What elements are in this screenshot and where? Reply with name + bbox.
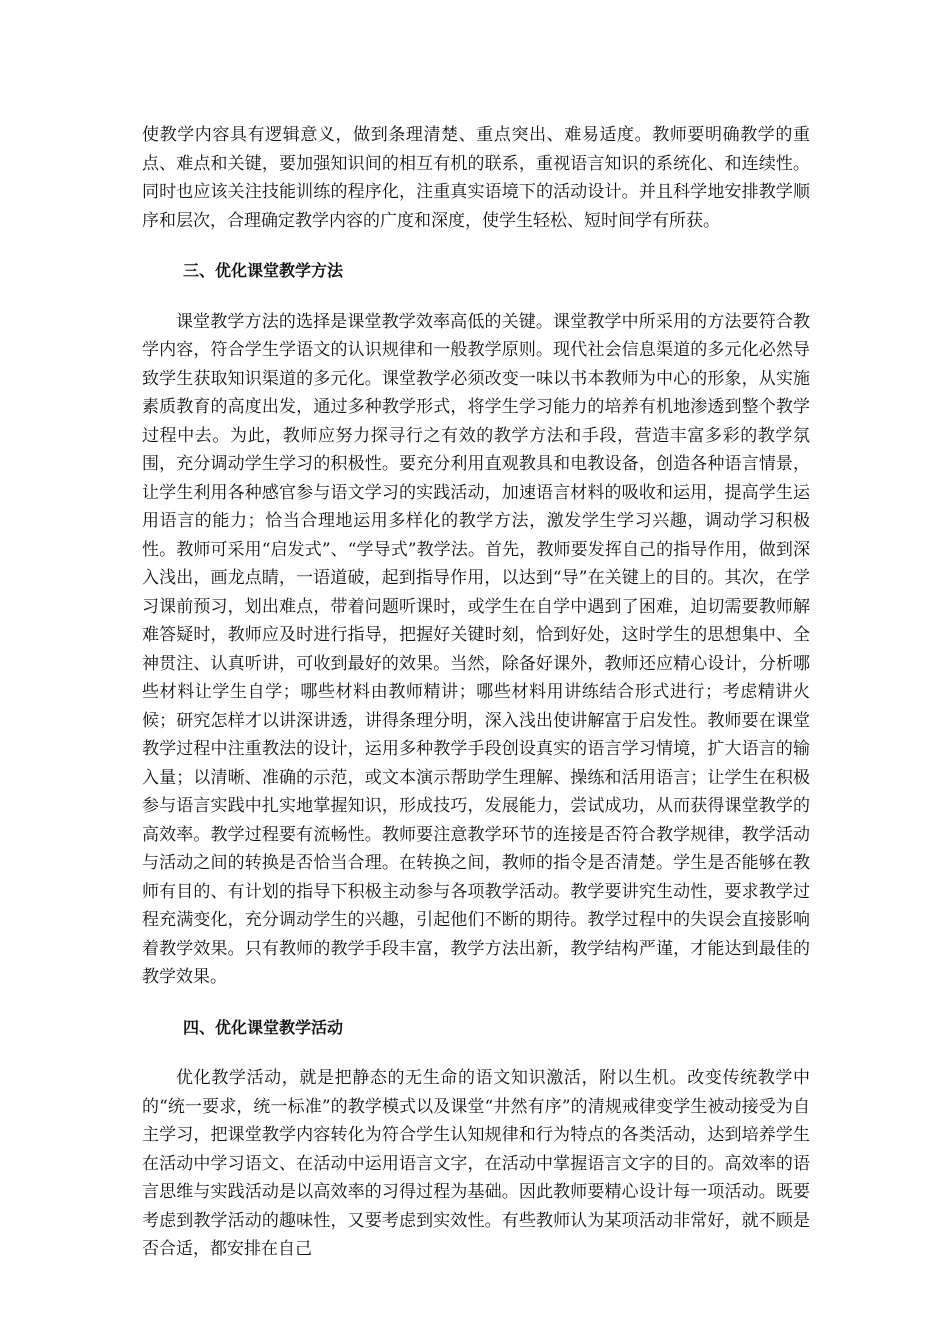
section-4-heading: 四、优化课堂教学活动 [183, 1017, 344, 1037]
document-page [142, 121, 810, 1264]
section-3-heading: 三、优化课堂教学方法 [183, 261, 344, 280]
section-3-paragraph: 课堂教学方法的选择是课堂教学效率高低的关键。课堂教学中所采用的方法要符合教学内容，符合学生学语文的认识规律和一般教学原则。现代社会信息渠道的多元化必然导致学生获取知识渠道的多元化。课堂教学必须改变一味以书本教师为中心的形象，从实施素质教育的高度出发，通过多种教学形式，将学生学习能力的培养有机地渗透到整个教学过程中去。为此，教师应努力探寻行之有效的教学方法和手段，营造丰富多彩的教学氛围，充分调动学生学习的积极性。要充分利用直观教具和电教设备，创造各种语言情景，让学生利用各种感官参与语文学习的实践活动，加速语言材料的吸收和运用，提高学生运用语言的能力；恰当合理地运用多样化的教学方法，激发学生学习兴趣，调动学习积极性。教师可采用“启发式”、“学导式”教学法。首先，教师要发挥自己的指导作用，做到深入浅出，画龙点睛，一语道破，起到指导作用，以达到“导”在关键上的目的。其次，在学习课前预习，划出难点，带着问题听课时，或学生在自学中遇到了困难，迫切需要教师解难答疑时，教师应及时进行指导，把握好关键时刻，恰到好处，这时学生的思想集中、全神贯注、认真听讲，可收到最好的效果。当然，除备好课外，教师还应精心设计，分析哪些材料让学生自学；哪些材料由教师精讲；哪些材料用讲练结合形式进行；考虑精讲火候；研究怎样才以讲深讲透，讲得条理分明，深入浅出使讲解富于启发性。教师要在课堂教学过程中注重教法的设计，运用多种教学手段创设真实的语言学习情境，扩大语言的输入量；以清晰、准确的示范，或文本演示帮助学生理解、操练和活用语言；让学生在积极参与语言实践中扎实地掌握知识，形成技巧，发展能力，尝试成功，从而获得课堂教学的高效率。教学过程要有流畅性。教师要注意教学环节的连接是否符合教学规律，教学活动与活动之间的转换是否恰当合理。在转换之间，教师的指令是否清楚。学生是否能够在教师有目的、有计划的指导下积极主动参与各项教学活动。教学要讲究生动性，要求教学过程充满变化，充分调动学生的兴趣，引起他们不断的期待。教学过程中的失误会直接影响着教学效果。只有教师的教学手段丰富，教学方法出新，教学结构严谨，才能达到最佳的教学效果。 [142, 311, 810, 987]
intro-paragraph: 使教学内容具有逻辑意义，做到条理清楚、重点突出、难易适度。教师要明确教学的重点、难点和关键，要加强知识间的相互有机的联系，重视语言知识的系统化、和连续性。同时也应该关注技能训练的程序化，注重真实语境下的活动设计。并且科学地安排教学顺序和层次，合理确定教学内容的广度和深度，使学生轻松、短时间学有所获。 [142, 125, 810, 231]
section-4-paragraph: 优化教学活动，就是把静态的无生命的语文知识激活，附以生机。改变传统教学中的“统一要求，统一标准”的教学模式以及课堂“井然有序”的清规戒律变学生被动接受为自主学习，把课堂教学内容转化为符合学生认知规律和行为特点的各类活动，达到培养学生在活动中学习语文、在活动中运用语言文字，在活动中掌握语言文字的目的。高效率的语言思维与实践活动是以高效率的习得过程为基础。因此教师要精心设计每一项活动。既要考虑到教学活动的趣味性，又要考虑到实效性。有些教师认为某项活动非常好，就不顾是否合适，都安排在自己 [142, 1068, 810, 1259]
spacer [142, 992, 810, 1014]
spacer [142, 1042, 810, 1064]
spacer [142, 235, 810, 257]
spacer [142, 286, 810, 308]
